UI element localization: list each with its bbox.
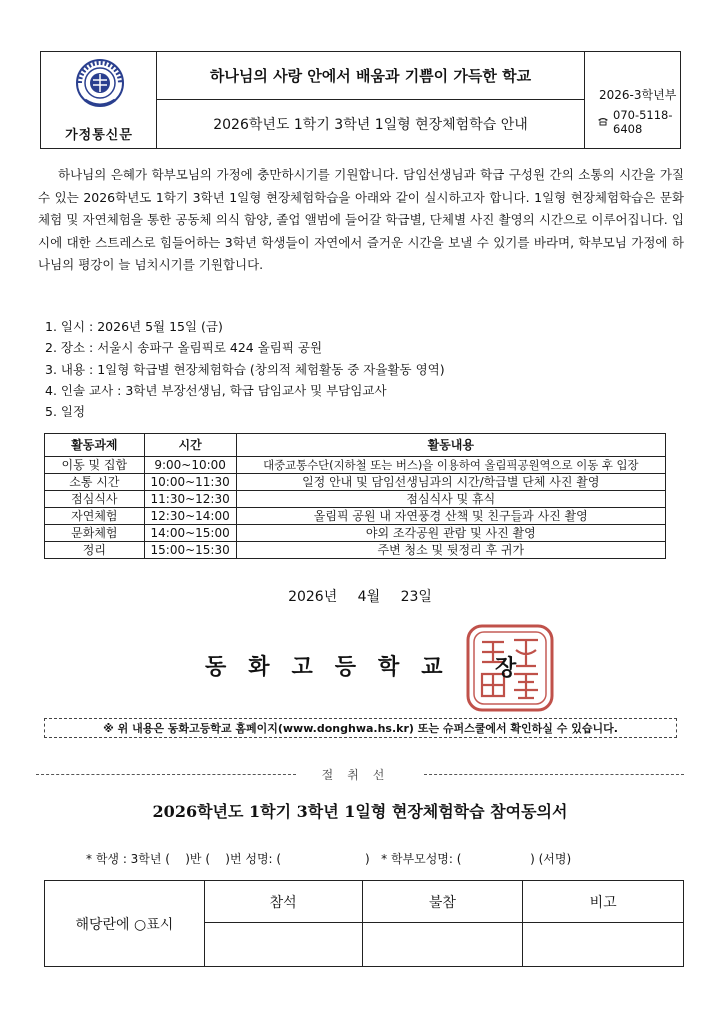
consent-header-row xyxy=(45,881,684,923)
school-name: 동화고등학교 xyxy=(205,655,465,680)
list-item: 4. 인솔 교사 : 3학년 부장선생님, 학급 담임교사 및 부담임교사 xyxy=(45,382,387,398)
column-header: 활동과제 xyxy=(45,434,145,457)
column-header: 불참 xyxy=(362,881,523,923)
table-cell: 자연체험 xyxy=(45,508,145,525)
table-cell: 정리 xyxy=(45,542,145,559)
list-item: 1. 일시 : 2026년 5월 15일 (금) xyxy=(45,319,223,334)
list-item: 3. 내용 : 1일형 학급별 현장체험학습 (창의적 체험활동 중 자율활동 영역) xyxy=(45,361,445,377)
table-header-row xyxy=(45,434,666,457)
remarks-cell[interactable] xyxy=(523,923,684,967)
cut-label: 절취선 xyxy=(321,768,399,782)
column-header: 시간 xyxy=(144,434,236,457)
table-cell: 12:30~14:00 xyxy=(144,508,236,525)
table-cell: 9:00~10:00 xyxy=(144,457,236,474)
school-logo xyxy=(75,58,125,120)
cut-dash-left xyxy=(36,774,296,775)
info-list xyxy=(45,316,445,422)
consent-table xyxy=(44,880,684,967)
table-cell: 야외 조각공원 관람 및 사진 촬영 xyxy=(236,525,665,542)
table-row xyxy=(45,491,666,508)
header-contact-cell xyxy=(585,52,680,148)
column-header: 비고 xyxy=(523,881,684,923)
table-cell: 점심식사 xyxy=(45,491,145,508)
list-item: 2. 장소 : 서울시 송파구 올림픽로 424 올림픽 공원 xyxy=(45,340,323,356)
header-box xyxy=(40,51,681,149)
school-slogan: 하나님의 사랑 안에서 배움과 기쁨이 가득한 학교 xyxy=(157,52,584,100)
issue-date: 2026년 4월 23일 xyxy=(288,589,432,605)
phone-icon xyxy=(597,115,609,129)
table-cell: 올림픽 공원 내 자연풍경 산책 및 친구들과 사진 촬영 xyxy=(236,508,665,525)
document-title: 2026학년도 1학기 3학년 1일형 현장체험학습 안내 xyxy=(213,116,528,133)
column-header: 참석 xyxy=(204,881,362,923)
consent-form-title: 2026학년도 1학기 3학년 1일형 현장체험학습 참여동의서 xyxy=(152,802,568,821)
table-cell: 문화체험 xyxy=(45,525,145,542)
table-row xyxy=(45,508,666,525)
intro-text: 하나님의 은혜가 학부모님의 가정에 충만하시기를 기원합니다. 담임선생님과 학급 구성원 간의 소통의 시간을 가질 수 있는 2026학년도 1학기 3학년 1일형 현장체험학습을 아래와 같이 실시하고자 합니다. 1일형 현장체험학습은 문화체험 및 자연체험을 통한 공동체 의식 함양, 졸업 앨범에 들어갈 학급별, 단체별 사진 촬영의 시간으로 이루어집니다. 입시에 대한 스트레스로 힘들어하는 3학년 학생들이 자연에서 즐거운 시간을 보낼 수 있기를 바라며, 학부모님 가정에 하나님의 평강이 늘 넘치시기를 기원합니다. xyxy=(38,167,684,272)
phone-line xyxy=(597,108,680,136)
table-cell: 일정 안내 및 담임선생님과의 시간/학급별 단체 사진 촬영 xyxy=(236,474,665,491)
department: 2026-3학년부 xyxy=(599,88,677,102)
table-row xyxy=(45,542,666,559)
header-title-cell xyxy=(157,52,585,148)
cut-line xyxy=(36,766,684,783)
intro-paragraph xyxy=(38,164,684,277)
table-cell: 주변 청소 및 뒷정리 후 귀가 xyxy=(236,542,665,559)
table-cell: 소통 시간 xyxy=(45,474,145,491)
column-header: 활동내용 xyxy=(236,434,665,457)
absent-cell[interactable] xyxy=(362,923,523,967)
table-row xyxy=(45,457,666,474)
schedule-table xyxy=(44,433,666,559)
table-cell: 15:00~15:30 xyxy=(144,542,236,559)
logo-caption: 가정통신문 xyxy=(65,128,133,143)
attend-cell[interactable] xyxy=(204,923,362,967)
table-cell: 이동 및 집합 xyxy=(45,457,145,474)
list-item: 5. 일정 xyxy=(45,404,86,420)
website-notice: ※ 위 내용은 동화고등학교 홈페이지(www.donghwa.hs.kr) 또는 슈퍼스쿨에서 확인하실 수 있습니다. xyxy=(44,718,677,738)
school-logo-cell xyxy=(41,52,157,148)
consent-row-label: 해당란에 ○표시 xyxy=(45,881,205,967)
table-cell: 10:00~11:30 xyxy=(144,474,236,491)
cut-dash-right xyxy=(424,774,684,775)
table-cell: 대중교통수단(지하철 또는 버스)을 이용하여 올림픽공원역으로 이동 후 입장 xyxy=(236,457,665,474)
table-row xyxy=(45,474,666,491)
table-cell: 11:30~12:30 xyxy=(144,491,236,508)
table-cell: 14:00~15:00 xyxy=(144,525,236,542)
phone-number: 070-5118-6408 xyxy=(613,108,673,136)
consent-fields-line: * 학생 : 3학년 ( )반 ( )번 성명: ( ) * 학부모성명: ( ) (서명) xyxy=(86,852,572,866)
school-principal-suffix: 장 xyxy=(495,656,517,681)
table-cell: 점심식사 및 휴식 xyxy=(236,491,665,508)
table-row xyxy=(45,525,666,542)
